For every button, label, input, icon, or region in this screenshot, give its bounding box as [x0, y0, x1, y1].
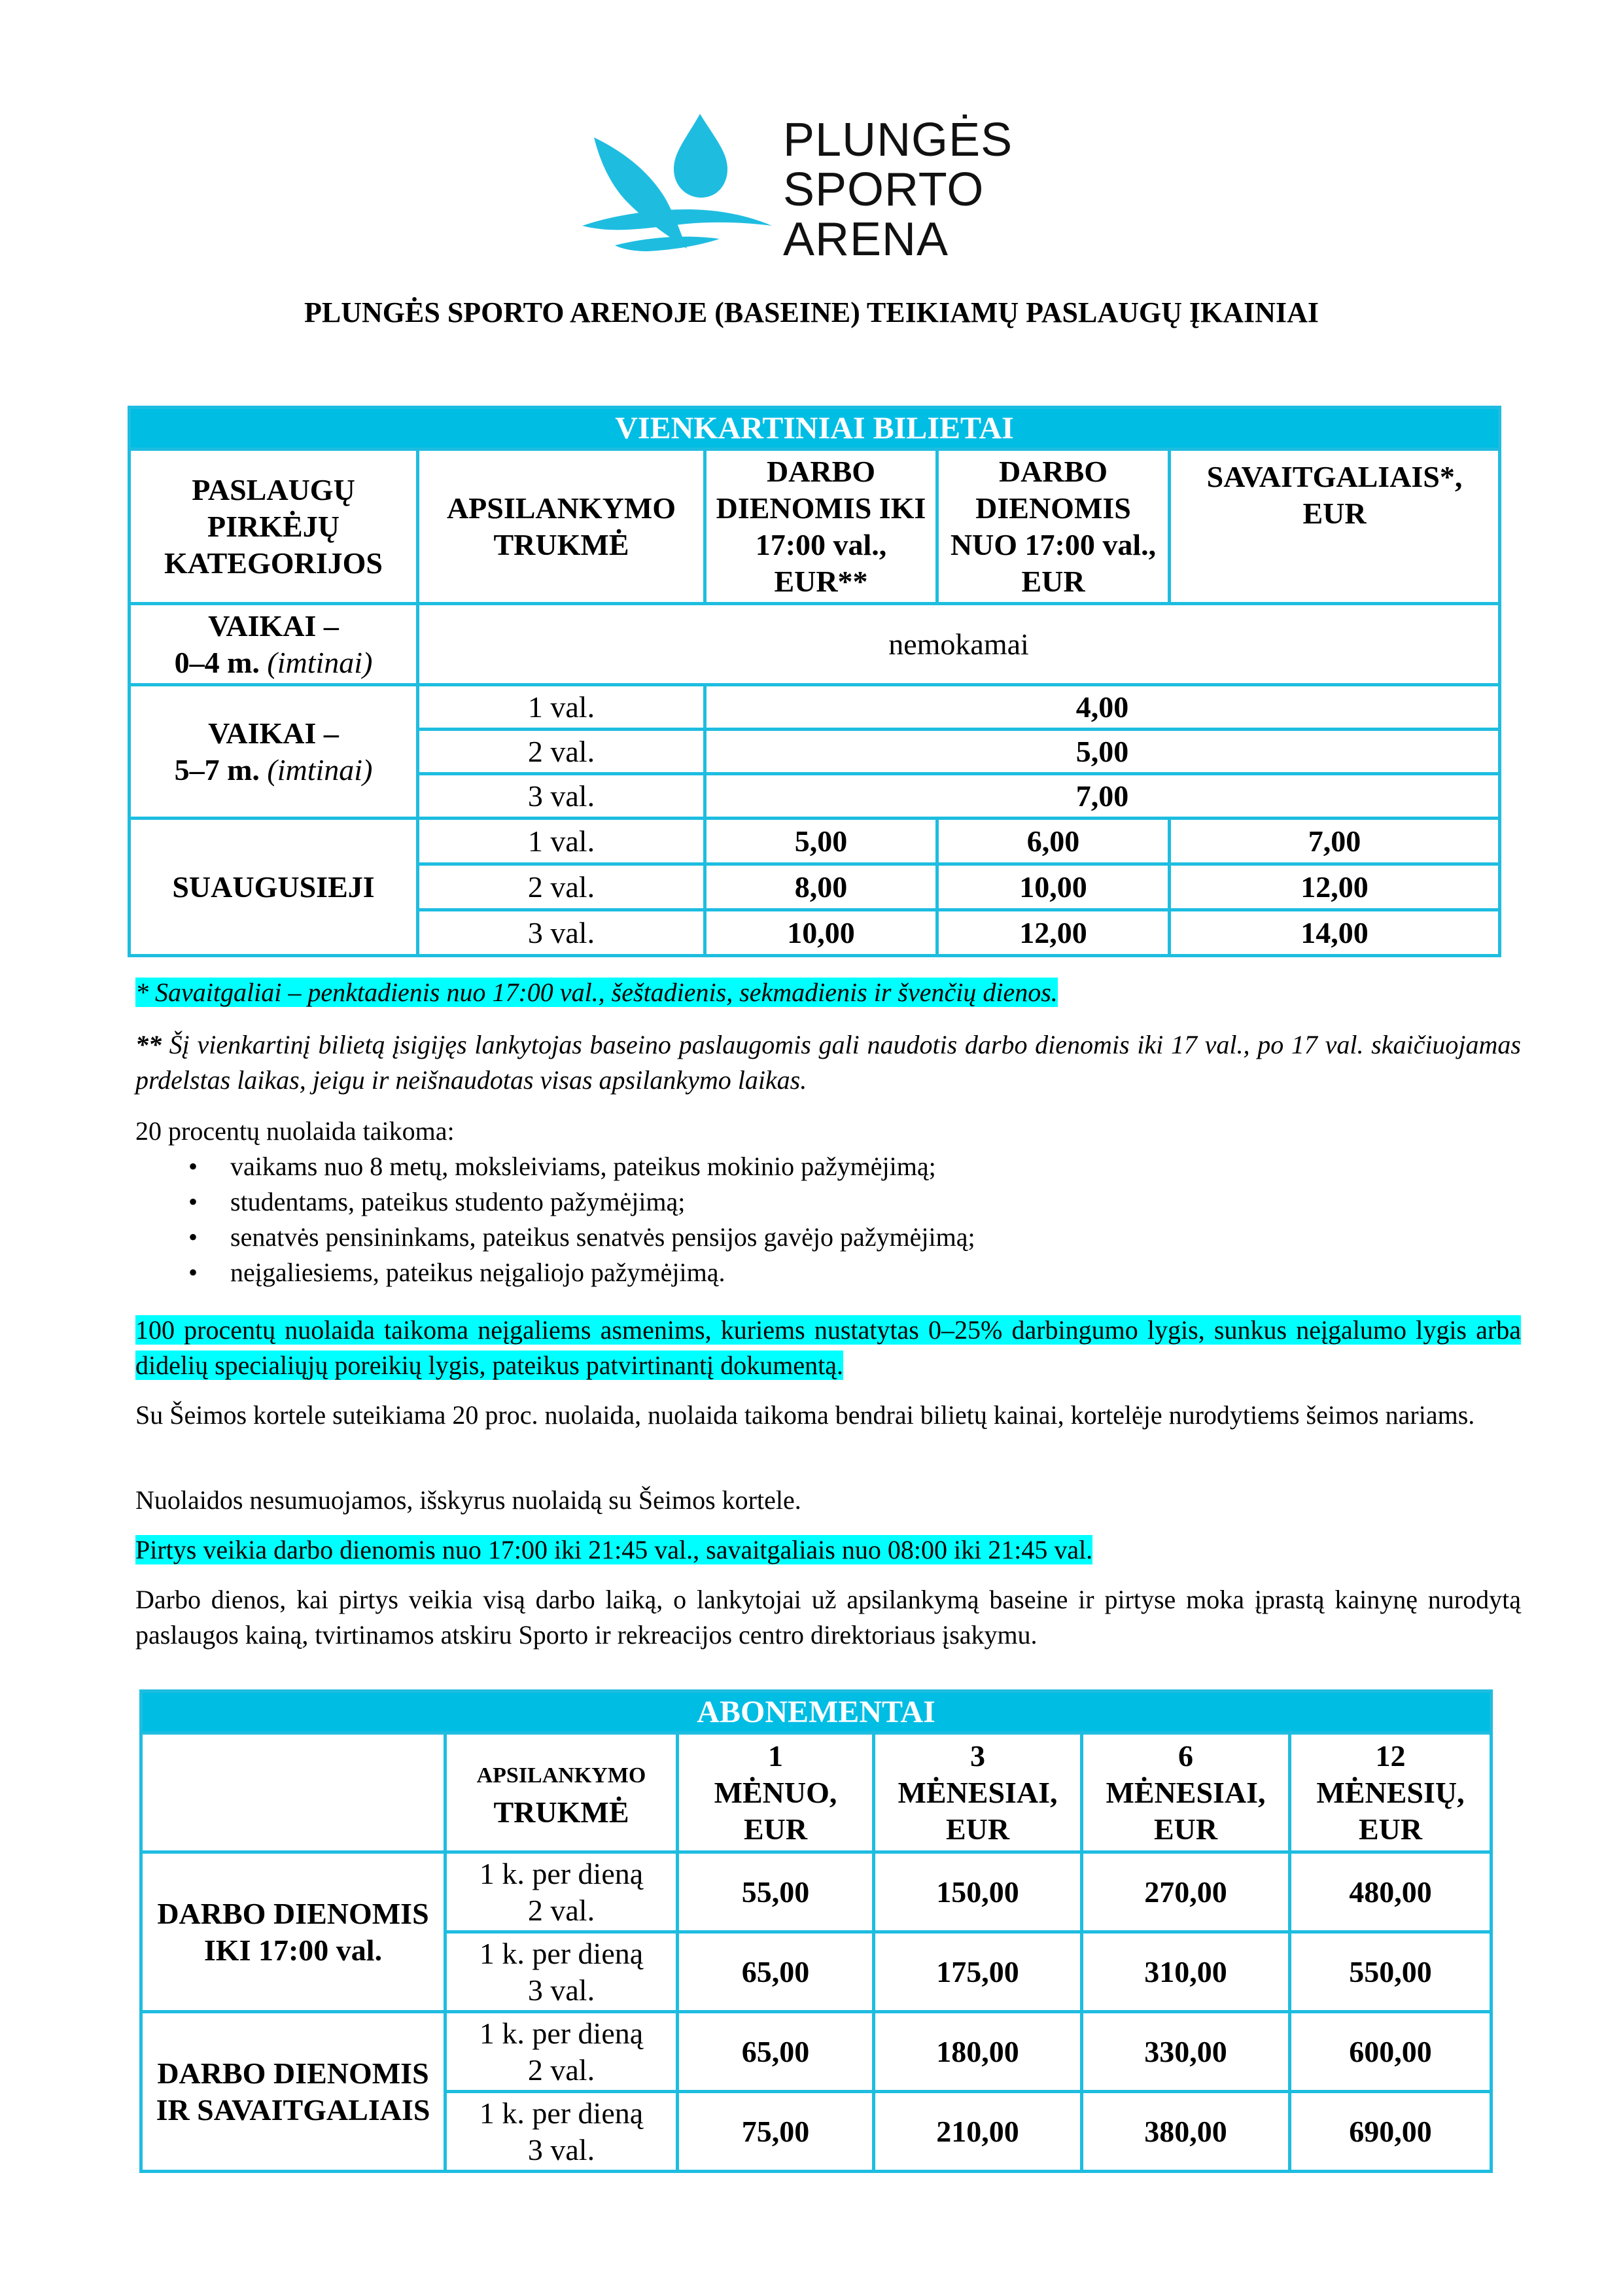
- header-currency: EUR: [743, 1812, 808, 1846]
- duration-line-1: 1 k. per dieną: [479, 1856, 644, 1890]
- ticket-note-prefix: **: [135, 1030, 162, 1059]
- sauna-note-text: Pirtys veikia darbo dienomis nuo 17:00 iki 21:45 val., savaitgaliais nuo 08:00 iki 21:45 val.: [135, 1535, 1093, 1564]
- header-duration-top: APSILANKYMO: [476, 1763, 646, 1788]
- price-cell: 8,00: [705, 864, 937, 910]
- header-unit: MĖNESIŲ,: [1316, 1775, 1465, 1809]
- price-cell: 175,00: [874, 1932, 1082, 2012]
- price-cell: 180,00: [874, 2012, 1082, 2092]
- duration-cell: 2 val.: [418, 730, 705, 774]
- price-cell: 12,00: [937, 910, 1170, 956]
- price-cell: 12,00: [1170, 864, 1500, 910]
- duration-line-1: 1 k. per dieną: [479, 1936, 644, 1970]
- header-duration: [445, 1733, 678, 1852]
- category-adults: SUAUGUSIEJI: [130, 819, 418, 956]
- workdays-note: Darbo dienos, kai pirtys veikia visą darbo laiką, o lankytojai už apsilankymą baseine ir pirtyse moka įprastą kainynę nurodytą paslaugos kainą, tvirtinamos atskiru Sporto ir rekreacijos centro direktoriaus įsakymu.: [135, 1585, 1521, 1650]
- group-weekdays-before-17: DARBO DIENOMIS IKI 17:00 val.: [141, 1852, 445, 2012]
- price-cell: 65,00: [678, 1932, 874, 2012]
- sauna-note: [135, 1532, 1521, 1568]
- logo: [576, 111, 1060, 268]
- price-cell: 75,00: [678, 2092, 874, 2172]
- duration-cell: 1 val.: [418, 685, 705, 730]
- logo-line-3: ARENA: [783, 213, 949, 266]
- header-unit: MĖNESIAI,: [1106, 1775, 1266, 1809]
- header-12-months: [1290, 1733, 1492, 1852]
- duration-cell: 2 val.: [418, 864, 705, 910]
- price-cell: 5,00: [705, 730, 1500, 774]
- list-item: • vaikams nuo 8 metų, moksleiviams, pateikus mokinio pažymėjimą;: [188, 1149, 1497, 1184]
- price-cell: 14,00: [1170, 910, 1500, 956]
- duration-cell: 1 val.: [418, 819, 705, 864]
- price-cell: 65,00: [678, 2012, 874, 2092]
- duration-line-2: 3 val.: [527, 2132, 595, 2166]
- discount-intro: 20 procentų nuolaida taikoma:: [135, 1116, 455, 1146]
- header-duration: APSILANKYMO TRUKMĖ: [418, 450, 705, 604]
- header-currency: EUR: [1153, 1812, 1218, 1846]
- price-cell: 210,00: [874, 2092, 1082, 2172]
- price-cell: 380,00: [1082, 2092, 1290, 2172]
- price-cell: 5,00: [705, 819, 937, 864]
- duration-line-2: 3 val.: [527, 1973, 595, 2007]
- weekend-note-text: * Savaitgaliai – penktadienis nuo 17:00 val., šeštadienis, sekmadienis ir švenčių dienos.: [135, 978, 1058, 1007]
- price-cell: 7,00: [705, 774, 1500, 819]
- kids-label: VAIKAI –: [208, 716, 339, 750]
- header-weekday-before-17: DARBO DIENOMIS IKI 17:00 val., EUR**: [705, 450, 937, 604]
- logo-line-1: PLUNGĖS: [783, 114, 1013, 166]
- header-weekend: SAVAITGALIAIS*, EUR: [1170, 450, 1500, 604]
- price-cell: 690,00: [1290, 2092, 1492, 2172]
- header-duration-bottom: TRUKMĖ: [493, 1795, 629, 1829]
- weekend-note: [135, 975, 1521, 1010]
- price-cell: 150,00: [874, 1852, 1082, 1932]
- header-currency: EUR: [945, 1812, 1010, 1846]
- header-unit: MĖNESIAI,: [898, 1775, 1058, 1809]
- list-item: • neįgaliesiems, pateikus neįgaliojo pažymėjimą.: [188, 1255, 1497, 1290]
- category-kids-5-7: [130, 685, 418, 819]
- logo-line-2: SPORTO: [783, 164, 985, 216]
- kids-age: 0–4 m.: [174, 645, 260, 679]
- category-kids-0-4: [130, 604, 418, 685]
- header-number: 6: [1178, 1739, 1193, 1773]
- ticket-note: [135, 1027, 1521, 1098]
- price-cell: 10,00: [705, 910, 937, 956]
- header-weekday-after-17: DARBO DIENOMIS NUO 17:00 val., EUR: [937, 450, 1170, 604]
- price-cell: 7,00: [1170, 819, 1500, 864]
- price-cell: 4,00: [705, 685, 1500, 730]
- passes-heading: ABONEMENTAI: [141, 1691, 1492, 1733]
- header-3-months: [874, 1733, 1082, 1852]
- duration-cell: [445, 1932, 678, 2012]
- single-tickets-table: [128, 406, 1501, 957]
- price-cell: 270,00: [1082, 1852, 1290, 1932]
- passes-table: [139, 1689, 1493, 2173]
- duration-line-2: 2 val.: [527, 1893, 595, 1927]
- page-title: PLUNGĖS SPORTO ARENOJE (BASEINE) TEIKIAMŲ PASLAUGŲ ĮKAINIAI: [304, 296, 1319, 328]
- duration-cell: 3 val.: [418, 774, 705, 819]
- header-6-months: [1082, 1733, 1290, 1852]
- price-cell: 55,00: [678, 1852, 874, 1932]
- family-card-note: Su Šeimos kortele suteikiama 20 proc. nuolaida, nuolaida taikoma bendrai bilietų kainai, kortelėje nurodytiems šeimos nariams.: [135, 1400, 1475, 1430]
- price-cell: 310,00: [1082, 1932, 1290, 2012]
- duration-line-2: 2 val.: [527, 2053, 595, 2087]
- price-cell: 10,00: [937, 864, 1170, 910]
- empty-header-cell: [141, 1733, 445, 1852]
- duration-line-1: 1 k. per dieną: [479, 2016, 644, 2050]
- price-cell: 550,00: [1290, 1932, 1492, 2012]
- duration-cell: [445, 2012, 678, 2092]
- swimmer-drop-icon: [576, 111, 778, 268]
- duration-line-1: 1 k. per dieną: [479, 2096, 644, 2130]
- single-tickets-heading: VIENKARTINIAI BILIETAI: [130, 408, 1500, 450]
- duration-cell: [445, 2092, 678, 2172]
- group-weekdays-and-weekends: DARBO DIENOMIS IR SAVAITGALIAIS: [141, 2012, 445, 2172]
- header-currency: EUR: [1358, 1812, 1423, 1846]
- no-sum-note: Nuolaidos nesumuojamos, išskyrus nuolaidą su Šeimos kortele.: [135, 1485, 801, 1515]
- kids-age: 5–7 m.: [174, 752, 260, 786]
- duration-cell: 3 val.: [418, 910, 705, 956]
- logo-text: [783, 115, 1013, 264]
- kids-label: VAIKAI –: [208, 609, 339, 643]
- price-cell: 600,00: [1290, 2012, 1492, 2092]
- price-cell: 480,00: [1290, 1852, 1492, 1932]
- duration-cell: [445, 1852, 678, 1932]
- kids-note: (imtinai): [267, 645, 373, 679]
- ticket-note-text: Šį vienkartinį bilietą įsigijęs lankytojas baseino paslaugomis gali naudotis darbo dienomis iki 17 val., po 17 val. skaičiuojamas prdelstas laikas, jeigu ir neišnaudotas visas apsilankymo laikas.: [135, 1030, 1521, 1095]
- header-number: 1: [768, 1739, 783, 1773]
- kids-0-4-price: nemokamai: [418, 604, 1500, 685]
- list-item: • studentams, pateikus studento pažymėjimą;: [188, 1184, 1497, 1220]
- price-cell: 6,00: [937, 819, 1170, 864]
- header-1-month: [678, 1733, 874, 1852]
- header-unit: MĖNUO,: [714, 1775, 837, 1809]
- discount-list: [188, 1149, 1497, 1290]
- header-category: PASLAUGŲ PIRKĖJŲ KATEGORIJOS: [130, 450, 418, 604]
- header-number: 3: [970, 1739, 985, 1773]
- header-number: 12: [1375, 1739, 1406, 1773]
- price-cell: 330,00: [1082, 2012, 1290, 2092]
- kids-note: (imtinai): [267, 752, 373, 786]
- list-item: • senatvės pensininkams, pateikus senatvės pensijos gavėjo pažymėjimą;: [188, 1220, 1497, 1255]
- disabled-discount-text: 100 procentų nuolaida taikoma neįgaliems asmenims, kuriems nustatytas 0–25% darbingumo lygis, sunkus neįgalumo lygis arba didelių specialiųjų poreikių lygis, pateikus patvirtinantį dokumentą.: [135, 1315, 1521, 1380]
- disabled-discount: [135, 1313, 1521, 1383]
